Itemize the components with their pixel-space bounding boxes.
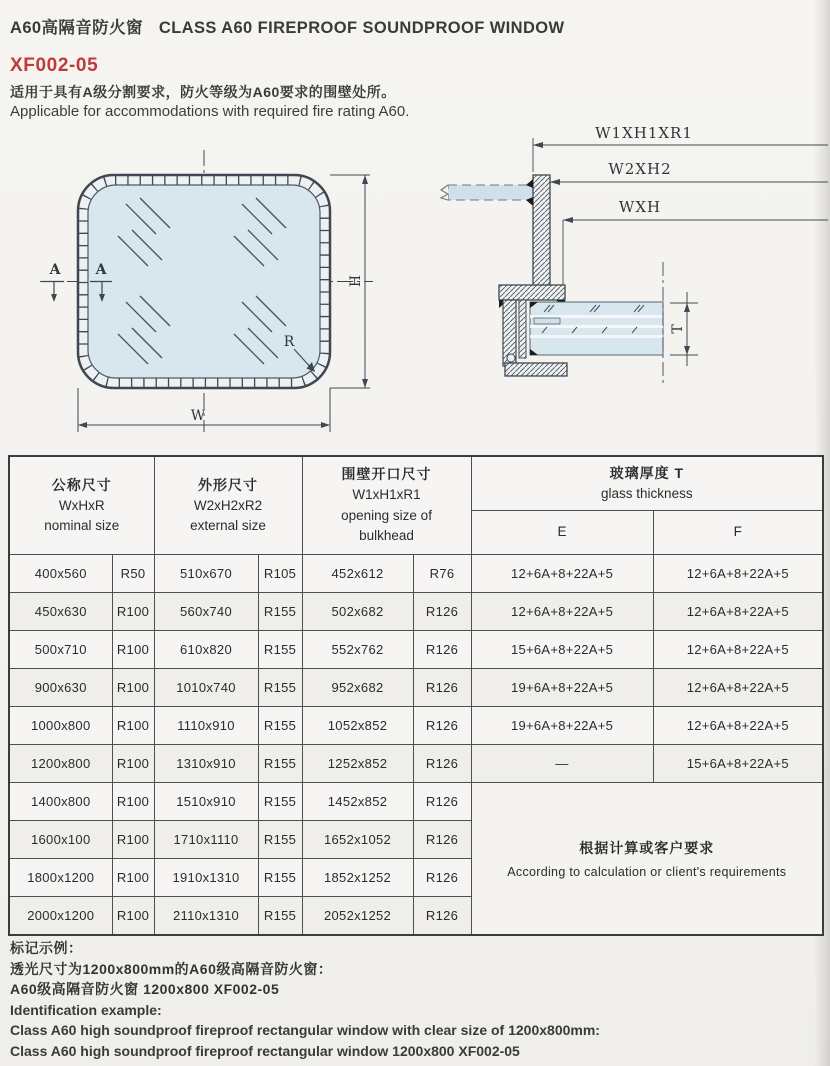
cell-external: 560x740 <box>154 592 258 630</box>
cell-opening: 2052x1252 <box>302 896 413 935</box>
cell-r2: R105 <box>258 554 302 592</box>
header-nominal-code: WxHxR <box>58 497 105 513</box>
cell-r2: R155 <box>258 592 302 630</box>
cell-r1: R126 <box>413 744 471 782</box>
header-nominal-cn: 公称尺寸 <box>51 476 112 493</box>
width-label: W <box>190 408 206 424</box>
cell-r2: R155 <box>258 744 302 782</box>
cell-r2: R155 <box>258 706 302 744</box>
header-row-groups <box>9 456 823 510</box>
cell-external: 1110x910 <box>154 706 258 744</box>
header-col-f: F <box>653 510 823 554</box>
cell-glass-f: 12+6A+8+22A+5 <box>653 592 823 630</box>
cell-glass-f: 12+6A+8+22A+5 <box>653 668 823 706</box>
cell-external: 1710x1110 <box>154 820 258 858</box>
header-external-cn: 外形尺寸 <box>198 476 259 493</box>
cell-r1: R126 <box>413 630 471 668</box>
header-glass-cn: 玻璃厚度 T <box>609 464 685 481</box>
cell-opening: 1452x852 <box>302 782 413 820</box>
model-code: XF002-05 <box>10 55 99 76</box>
cell-glass-f: 12+6A+8+22A+5 <box>653 630 823 668</box>
footer-line: 标记示例： <box>10 940 83 956</box>
description-cn: 适用于具有A级分割要求，防火等级为A60要求的围壁处所。 <box>10 84 396 100</box>
section-marker-a1 <box>42 262 64 302</box>
header-nominal-en: nominal size <box>44 517 120 533</box>
table-row <box>9 630 823 668</box>
cell-r: R100 <box>112 782 154 820</box>
cell-nominal: 1400x800 <box>9 782 112 820</box>
cell-external: 1910x1310 <box>154 858 258 896</box>
footer-line: Identification example: <box>10 1001 162 1018</box>
cell-r: R100 <box>112 630 154 668</box>
height-label: H <box>348 274 364 288</box>
cell-r: R100 <box>112 668 154 706</box>
cell-opening: 1052x852 <box>302 706 413 744</box>
front-view-drawing <box>28 140 413 445</box>
header-opening-cn: 围壁开口尺寸 <box>341 466 432 483</box>
cell-glass-e: 15+6A+8+22A+5 <box>471 630 653 668</box>
cell-nominal: 1600x100 <box>9 820 112 858</box>
page-title-en: CLASS A60 FIREPROOF SOUNDPROOF WINDOW <box>158 19 565 37</box>
footer-line: Class A60 high soundproof fireproof rectangular window with clear size of 1200x800mm: <box>10 1022 600 1038</box>
footer-line: 透光尺寸为1200x800mm的A60级高隔音防火窗： <box>10 960 333 977</box>
cell-r: R50 <box>112 554 154 592</box>
cell-r1: R126 <box>413 706 471 744</box>
cell-external: 1010x740 <box>154 668 258 706</box>
cell-opening: 1252x852 <box>302 744 413 782</box>
dim-w1h1r1 <box>533 124 828 172</box>
cell-r1: R126 <box>413 668 471 706</box>
identification-example <box>10 938 600 1061</box>
header-glass-thickness <box>471 456 823 510</box>
cell-r: R100 <box>112 744 154 782</box>
section-a1-label: A <box>49 262 61 278</box>
dim2-label: W2XH2 <box>608 160 672 178</box>
page-title <box>10 14 565 38</box>
cell-r1: R126 <box>413 592 471 630</box>
cell-nominal: 1200x800 <box>9 744 112 782</box>
header-opening-en1: opening size of <box>341 507 432 523</box>
header-glass-en: glass thickness <box>601 485 693 501</box>
cell-glass-e: 12+6A+8+22A+5 <box>471 554 653 592</box>
radius-label: R <box>283 334 295 350</box>
table-row <box>9 592 823 630</box>
cell-opening: 552x762 <box>302 630 413 668</box>
cell-opening: 1652x1052 <box>302 820 413 858</box>
glass-stack <box>530 302 663 355</box>
table-row <box>9 554 823 592</box>
header-opening-size <box>302 456 471 554</box>
cell-r2: R155 <box>258 782 302 820</box>
cell-nominal: 1000x800 <box>9 706 112 744</box>
cell-r2: R155 <box>258 858 302 896</box>
cross-section-drawing <box>430 122 830 440</box>
header-nominal-size <box>9 456 154 554</box>
frame-flange <box>499 285 565 300</box>
cell-r1: R76 <box>413 554 471 592</box>
table-row <box>9 744 823 782</box>
dim1-label: W1XH1XR1 <box>595 124 693 142</box>
dim3-label: WXH <box>618 198 662 216</box>
cell-glass-e: 19+6A+8+22A+5 <box>471 706 653 744</box>
cell-opening: 1852x1252 <box>302 858 413 896</box>
bulkhead-plate <box>441 185 533 200</box>
cell-nominal: 500x710 <box>9 630 112 668</box>
cell-opening: 952x682 <box>302 668 413 706</box>
cell-external: 2110x1310 <box>154 896 258 935</box>
page-title-cn: A60高隔音防火窗 <box>10 19 143 37</box>
dim-w2h2 <box>550 160 828 185</box>
cell-glass-f: 12+6A+8+22A+5 <box>653 706 823 744</box>
header-opening-en2: bulkhead <box>359 527 414 543</box>
header-external-size <box>154 456 302 554</box>
cell-opening: 452x612 <box>302 554 413 592</box>
cell-glass-e: — <box>471 744 653 782</box>
cell-r: R100 <box>112 896 154 935</box>
cell-r1: R126 <box>413 896 471 935</box>
specification-table <box>8 455 824 936</box>
glass-note-en: According to calculation or client's requirements <box>507 864 787 879</box>
cell-nominal: 900x630 <box>9 668 112 706</box>
cell-r: R100 <box>112 592 154 630</box>
cell-nominal: 2000x1200 <box>9 896 112 935</box>
cell-r2: R155 <box>258 630 302 668</box>
cell-nominal: 450x630 <box>9 592 112 630</box>
cell-r: R100 <box>112 820 154 858</box>
cell-r1: R126 <box>413 858 471 896</box>
cell-glass-e: 12+6A+8+22A+5 <box>471 592 653 630</box>
section-a2-label: A <box>95 262 107 278</box>
cell-nominal: 1800x1200 <box>9 858 112 896</box>
cell-glass-e: 19+6A+8+22A+5 <box>471 668 653 706</box>
cell-r2: R155 <box>258 820 302 858</box>
cell-opening: 502x682 <box>302 592 413 630</box>
cell-glass-f: 12+6A+8+22A+5 <box>653 554 823 592</box>
cell-r: R100 <box>112 858 154 896</box>
cell-external: 510x670 <box>154 554 258 592</box>
description-en: Applicable for accommodations with required fire rating A60. <box>10 103 410 120</box>
glass-note-cell <box>471 782 823 935</box>
frame-gasket-detail <box>507 354 515 362</box>
table-row <box>9 706 823 744</box>
glass-note-cn: 根据计算或客户要求 <box>579 839 715 856</box>
header-col-e: E <box>471 510 653 554</box>
dim-wh <box>563 198 828 299</box>
cell-external: 1510x910 <box>154 782 258 820</box>
table-row <box>9 668 823 706</box>
cell-r: R100 <box>112 706 154 744</box>
cell-external: 1310x910 <box>154 744 258 782</box>
bulkhead-stiffener <box>533 175 550 287</box>
cell-glass-f: 15+6A+8+22A+5 <box>653 744 823 782</box>
cell-r1: R126 <box>413 820 471 858</box>
cell-external: 610x820 <box>154 630 258 668</box>
cell-r1: R126 <box>413 782 471 820</box>
frame-bottom-member <box>505 363 567 376</box>
cell-r2: R155 <box>258 668 302 706</box>
cell-nominal: 400x560 <box>9 554 112 592</box>
header-external-en: external size <box>190 517 266 533</box>
footer-line: A60级高隔音防火窗 1200x800 XF002-05 <box>10 981 280 997</box>
frame-inner-member <box>519 300 526 358</box>
cell-r2: R155 <box>258 896 302 935</box>
header-opening-code: W1xH1xR1 <box>352 487 421 503</box>
thickness-dimension <box>670 292 698 366</box>
footer-line: Class A60 high soundproof fireproof rectangular window 1200x800 XF002-05 <box>10 1042 520 1059</box>
table-row <box>9 782 823 820</box>
header-external-code: W2xH2xR2 <box>193 497 263 513</box>
thickness-label: T <box>670 324 686 334</box>
